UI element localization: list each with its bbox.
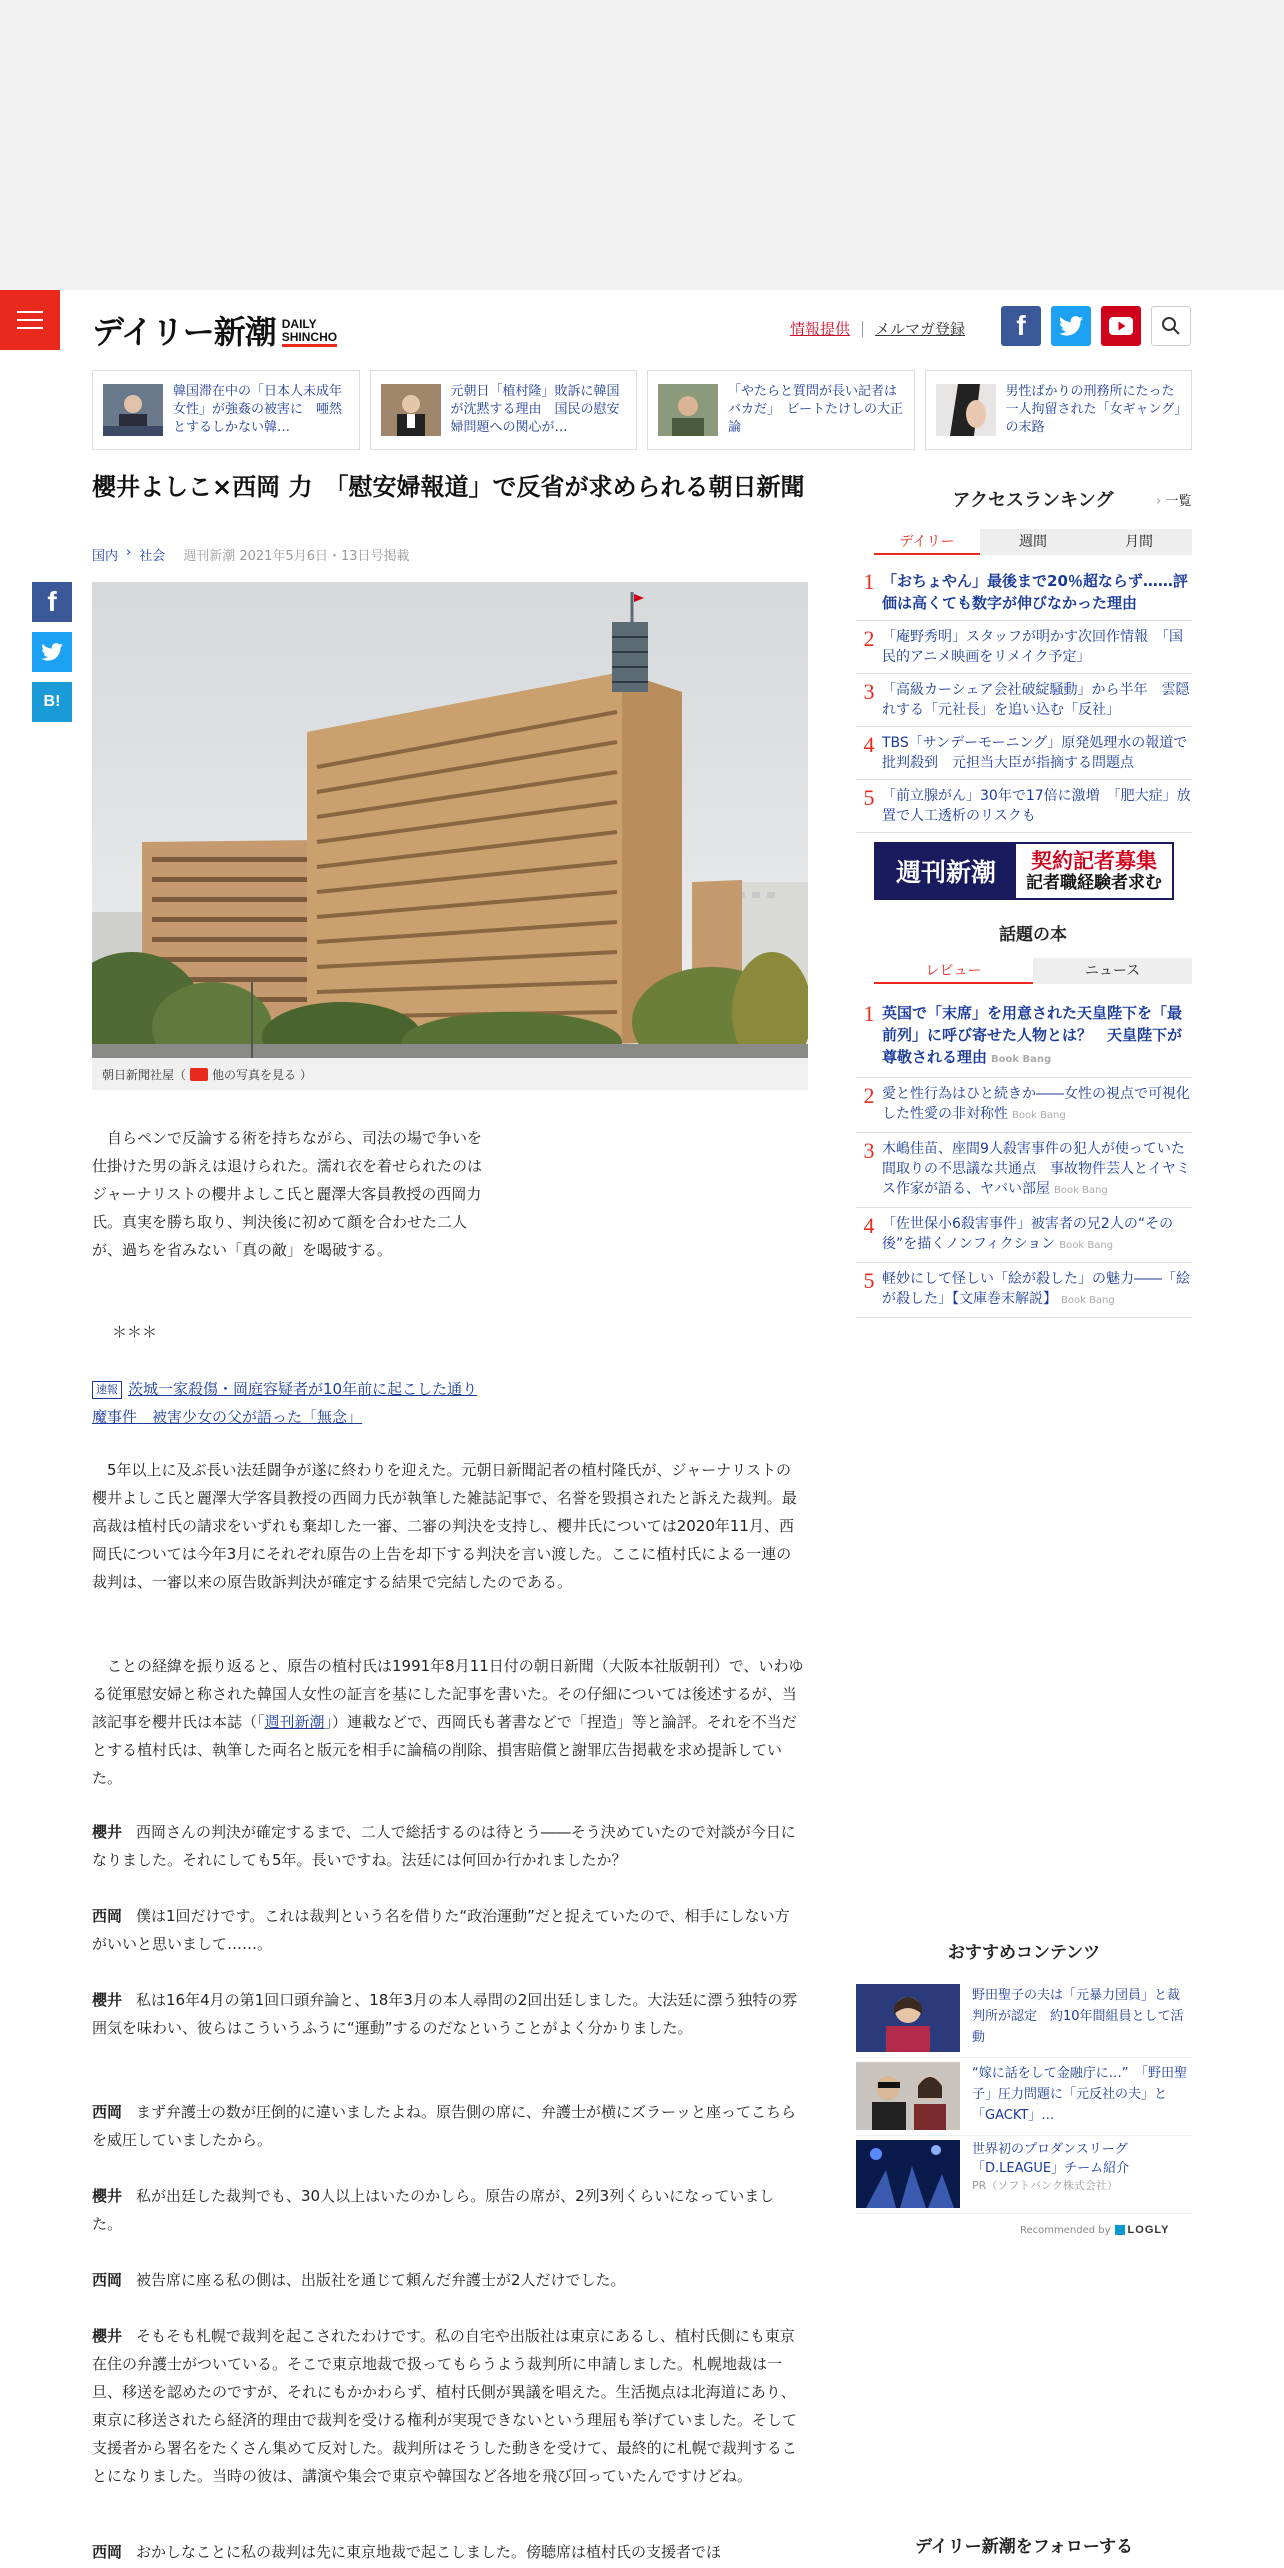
camera-icon (190, 1068, 208, 1081)
recommend-item[interactable] (856, 2136, 1192, 2214)
recommend-thumbnail (856, 2140, 960, 2208)
book-source: Book Bang (1059, 1240, 1114, 1251)
rank-number: 5 (863, 1268, 875, 1293)
ranking-more-label: 一覧 (1165, 494, 1192, 509)
share-buttons (32, 582, 72, 722)
ranking-more-link[interactable] (1156, 490, 1191, 509)
book-source: Book Bang (1012, 1110, 1066, 1121)
speaker: 櫻井 (92, 1823, 123, 1841)
rank-title: TBS「サンデーモーニング」原発処理水の報道で批判殺到 元担当大臣が指摘する問題点 (882, 735, 1188, 771)
recommend-item[interactable] (856, 1980, 1192, 2058)
speaker: 西岡 (92, 2543, 123, 2561)
speaker: 西岡 (92, 2271, 123, 2289)
book-item[interactable] (856, 1133, 1192, 1208)
dialogue-line (92, 1818, 804, 1874)
recruit-banner[interactable] (874, 842, 1174, 900)
book-title-wrap (882, 1269, 1192, 1311)
search-icon[interactable] (1151, 306, 1191, 346)
ad-banner-area (0, 0, 1284, 290)
tab-daily[interactable]: デイリー (874, 529, 980, 555)
dialogue-line (92, 1986, 804, 2042)
rank-number: 1 (863, 1001, 875, 1026)
ranking-list (856, 564, 1192, 833)
dialogue-text: そもそも札幌で裁判を起こされたわけです。私の自宅や出版社は東京にあるし、植村氏側にも東京在住の弁護士がついている。そこで東京地裁で扱ってもらうよう裁判所に申請しました。札幌地裁は一旦、移送を認めたのですが、それにもかかわらず、植村氏側が異議を唱えた。生活拠点は北海道にあり、東京に移送されたら経済的理由で裁判を受ける権利が実現できないという理屈も挙げていました。そして支援者から署名をたくさん集めて反対した。裁判所はそうした動きを受けて、最終的に札幌で裁判することになりました。当時の彼は、講演や集会で東京や韓国など各地を飛び回っていたんですけどね。 (92, 2327, 798, 2485)
facebook-share-icon[interactable]: f (32, 582, 72, 622)
more-photos-link[interactable]: 他の写真を見る (212, 1067, 297, 1082)
dialogue-text: 西岡さんの判決が確定するまで、二人で総括するのは待とう――そう決めていたので対談が今日になりました。それにしても5年。長いですね。法廷には何回か行かれましたか？ (92, 1823, 796, 1869)
breaking-news (92, 1375, 492, 1431)
hamburger-line (17, 319, 43, 321)
recommend-text-wrap (972, 2140, 1192, 2207)
pickup-item[interactable] (925, 370, 1193, 450)
recruit-banner-brand: 週刊新潮 (876, 844, 1016, 898)
hamburger-icon (17, 311, 43, 313)
follow-title: デイリー新潮をフォローする (914, 2537, 1134, 2557)
dialogue-line (92, 2266, 804, 2294)
rank-number: 2 (863, 1083, 875, 1108)
recommend-text: 野田聖子の夫は「元暴力団員」と裁判所が認定 約10年間組員として活動 (972, 1988, 1184, 2045)
ranking-item[interactable] (856, 780, 1192, 833)
dialogue-line (92, 2098, 804, 2154)
site-logo-en (282, 318, 337, 347)
tip-link[interactable]: 情報提供 (790, 320, 851, 338)
divider (862, 321, 863, 337)
recommend-text: 世界初のプロダンスリーグ「D.LEAGUE」チーム紹介 (972, 2142, 1130, 2176)
breadcrumb-society[interactable]: 社会 (139, 549, 166, 564)
books-list (856, 996, 1192, 1318)
youtube-icon[interactable] (1101, 306, 1141, 346)
dialogue-text: 私は16年4月の第1回口頭弁論と、18年3月の本人尋問の2回出廷しました。大法廷に漂う独特の雰囲気を味わい、彼らはこういうふうに“運動”するのだなということがよく分かりました。 (92, 1991, 798, 2037)
tab-review[interactable]: レビュー (874, 958, 1033, 984)
caption-text: 朝日新聞社屋（ (102, 1067, 187, 1082)
recruit-subline: 記者職経験者求む (1026, 873, 1162, 893)
rank-number: 3 (863, 679, 875, 704)
pickup-thumbnail (381, 384, 441, 436)
site-logo[interactable] (92, 306, 337, 350)
chevron-right-icon: › (126, 545, 132, 560)
ranking-item[interactable] (856, 621, 1192, 674)
sponsor-label: PR（ソフトバンク株式会社） (972, 2179, 1118, 2192)
ranking-item[interactable] (856, 674, 1192, 727)
chevron-right-icon: › (1156, 494, 1166, 509)
dialogue-text: 被告席に座る私の側は、出版社を通じて頼んだ弁護士が2人だけでした。 (136, 2271, 626, 2289)
book-title-wrap (882, 1214, 1192, 1256)
tab-news[interactable]: ニュース (1033, 958, 1192, 984)
rank-title: 「前立腺がん」30年で17倍に激増 「肥大症」放置で人工透析のリスクも (882, 788, 1191, 824)
dialogue-line (92, 1902, 804, 1958)
rank-title: 「庵野秀明」スタッフが明かす次回作情報 「国民的アニメ映画をリメイク予定」 (882, 629, 1183, 665)
paragraph-text: ことの経緯を振り返ると、原告の植村氏は1991年8月11日付の朝日新聞（大阪本社版朝刊）で、いわゆる従軍慰安婦と称された韓国人女性の証言を基にした記事を書いた。その仔細については後述するが、当該記事を櫻井氏は本誌（「 (92, 1657, 804, 1731)
recommend-title: おすすめコンテンツ (947, 1943, 1101, 1963)
rank-number: 3 (863, 1138, 875, 1163)
article-photo[interactable] (92, 582, 808, 1058)
book-item[interactable] (856, 1263, 1192, 1318)
recruit-banner-text (1016, 844, 1172, 898)
tab-monthly[interactable]: 月間 (1086, 529, 1192, 555)
speaker: 櫻井 (92, 1991, 123, 2009)
pickup-title: 韓国滞在中の「日本人未成年女性」が強姦の被害に 唖然とするしかない韓… (173, 384, 343, 435)
speaker: 西岡 (92, 1907, 123, 1925)
pickup-title: 元朝日「植村隆」敗訴に韓国が沈黙する理由 国民の慰安婦問題への関心が… (450, 384, 620, 435)
recommend-credit (1020, 2224, 1169, 2236)
rank-title: 「おちょやん」最後まで20％超ならず……評価は高くても数字が伸びなかった理由 (882, 572, 1188, 612)
logly-logo[interactable] (1115, 2224, 1170, 2236)
credit-text: Recommended by (1020, 2224, 1111, 2236)
speaker: 櫻井 (92, 2187, 123, 2205)
ranking-item[interactable] (856, 727, 1192, 780)
recommend-text-wrap (972, 2062, 1192, 2129)
article-lead: 自らペンで反論する術を持ちながら、司法の場で争いを仕掛けた男の訴えは退けられた。濡れ衣を着せられたのはジャーナリストの櫻井よしこ氏と麗澤大客員教授の西岡力氏。真実を勝ち取り、判決後に初めて顔を合わせた二人が、過ちを省みない「真の敵」を喝破する。 (92, 1129, 483, 1259)
recommend-thumbnail (856, 1984, 960, 2052)
rank-number: 5 (863, 785, 875, 810)
book-title-wrap (882, 1139, 1192, 1201)
rank-title: 「高級カーシェア会社破綻騒動」から半年 雲隠れする「元社長」を追い込む「反社」 (882, 682, 1190, 718)
breadcrumb-domestic[interactable]: 国内 (92, 549, 119, 564)
pickup-thumbnail (936, 384, 996, 436)
book-title: 愛と性行為はひと続きか――女性の視点で可視化した性愛の非対称性 (882, 1086, 1190, 1122)
logly-icon (1115, 2225, 1125, 2235)
book-source: Book Bang (991, 1054, 1052, 1065)
pickup-item[interactable] (647, 370, 915, 450)
breaking-badge: 速報 (92, 1381, 122, 1399)
rank-number: 4 (863, 732, 875, 757)
twitter-share-icon[interactable] (32, 632, 72, 672)
article-title: 櫻井よしこ×西岡 力 「慰安婦報道」で反省が求められる朝日新聞 (92, 473, 805, 501)
newsletter-link[interactable]: メルマガ登録 (875, 320, 966, 338)
site-logo-jp: デイリー新潮 (92, 313, 276, 351)
book-source: Book Bang (1054, 1185, 1108, 1196)
dialogue-text: 私が出廷した裁判でも、30人以上はいたのかしら。原告の席が、2列3列くらいになっていました。 (92, 2187, 775, 2233)
recommend-item[interactable] (856, 2058, 1192, 2136)
pickup-item[interactable] (92, 370, 360, 450)
hamburger-line (17, 327, 43, 329)
recommend-thumbnail (856, 2062, 960, 2130)
breadcrumb (92, 545, 410, 564)
dialogue-text: まず弁護士の数が圧倒的に違いましたよね。原告側の席に、弁護士が横にズラーッと座ってこちらを威圧していましたから。 (92, 2103, 797, 2149)
site-logo-en-2: SHINCHO (282, 331, 337, 347)
rank-number: 4 (863, 1213, 875, 1238)
twitter-icon[interactable] (1051, 306, 1091, 346)
logly-logo-text: LOGLY (1127, 2224, 1170, 2236)
book-item[interactable] (856, 1208, 1192, 1263)
dialogue-text: 僕は1回だけです。これは裁判という名を借りた“政治運動”だと捉えていたので、相手にしない方がいいと思いまして……。 (92, 1907, 790, 1953)
dialogue-text: おかしなことに私の裁判は先に東京地裁で起こしました。傍聴席は植村氏の支援者でほ (136, 2543, 722, 2561)
book-title-wrap (882, 1084, 1192, 1126)
ranking-item[interactable] (856, 564, 1192, 621)
book-source: Book Bang (1061, 1295, 1115, 1306)
paragraph-text: 」）連載などで、西岡氏も著書などで「捏造」等と論評。それを不当だとする植村氏は、執筆した両名と版元を相手に論稿の削除、損害賠償と謝罪広告掲載を求め提訴していた。 (92, 1713, 797, 1787)
site-logo-en-1: DAILY (281, 317, 317, 331)
section-divider: ＊＊＊ (112, 1323, 158, 1341)
speaker: 櫻井 (92, 2327, 123, 2345)
tab-weekly[interactable]: 週間 (980, 529, 1086, 555)
recommend-list (856, 1980, 1192, 2214)
pickup-title: 男性ばかりの刑務所にたった一人拘留された「女ギャング」の末路 (1005, 384, 1181, 435)
recruit-headline: 契約記者募集 (1031, 848, 1157, 873)
books-tabs (874, 958, 1192, 984)
facebook-icon[interactable]: f (1001, 306, 1041, 346)
weekly-shincho-link[interactable]: 週刊新潮 (264, 1713, 325, 1731)
book-title: 「佐世保小6殺害事件」被害者の兄2人の“その後”を描くノンフィクション (882, 1216, 1174, 1252)
article-paragraph (92, 1652, 804, 1792)
header-links (790, 318, 965, 339)
ranking-title: アクセスランキング (952, 490, 1114, 511)
caption-close: ） (300, 1067, 313, 1082)
dialogue-line (92, 2182, 804, 2238)
pickup-thumbnail (658, 384, 718, 436)
publication-info: 週刊新潮 2021年5月6日・13日号掲載 (183, 549, 410, 564)
speaker: 西岡 (92, 2103, 123, 2121)
rank-number: 2 (863, 626, 875, 651)
pickup-thumbnail (103, 384, 163, 436)
pickup-item[interactable] (370, 370, 638, 450)
menu-button[interactable] (0, 290, 60, 350)
book-title: 英国で「末席」を用意された天皇陛下を「最前列」に呼び寄せた人物とは？ 天皇陛下が尊敬される理由 (882, 1004, 1183, 1066)
hatena-bookmark-icon[interactable]: B! (32, 682, 72, 722)
pickup-title: 「やたらと質問が長い記者はバカだ」 ビートたけしの大正論 (728, 384, 903, 435)
recommend-text: “嫁に話をして金融庁に…” 「野田聖子」圧力問題に「元反社の夫」と「GACKT」… (972, 2066, 1187, 2123)
recommend-text-wrap (972, 1984, 1192, 2051)
dialogue-line (92, 2322, 804, 2490)
book-item[interactable] (856, 1078, 1192, 1133)
breaking-news-link[interactable]: 茨城一家殺傷・岡庭容疑者が10年前に起こした通り魔事件 被害少女の父が語った「無念」 (92, 1380, 478, 1426)
pickup-articles (92, 370, 1192, 450)
book-title: 軽妙にして怪しい「絵が殺した」の魅力――「絵が殺した」【文庫巻末解説】 (882, 1271, 1190, 1307)
book-item[interactable] (856, 996, 1192, 1078)
article-paragraph: 5年以上に及ぶ長い法廷闘争が遂に終わりを迎えた。元朝日新聞記者の植村隆氏が、ジャーナリストの櫻井よしこ氏と麗澤大学客員教授の西岡力氏が執筆した雑誌記事で、名誉を毀損されたと訴えた裁判。最高裁は植村氏の請求をいずれも棄却した一審、二審の判決を支持し、櫻井氏については2020年11月、西岡氏については今年3月にそれぞれ原告の上告を却下する判決を言い渡した。ここに植村氏による一連の裁判は、一審以来の原告敗訴判決が確定する結果で完結したのである。 (92, 1461, 797, 1591)
book-title: 木嶋佳苗、座間9人殺害事件の犯人が使っていた間取りの不思議な共通点 事故物件芸人とイヤミス作家が語る、ヤバい部屋 (882, 1141, 1190, 1197)
rank-number: 1 (863, 569, 875, 594)
photo-caption (92, 1058, 808, 1090)
ranking-tabs (874, 529, 1192, 555)
books-title: 話題の本 (999, 925, 1067, 945)
book-title-wrap (882, 1002, 1192, 1071)
dialogue-line (92, 2538, 804, 2566)
